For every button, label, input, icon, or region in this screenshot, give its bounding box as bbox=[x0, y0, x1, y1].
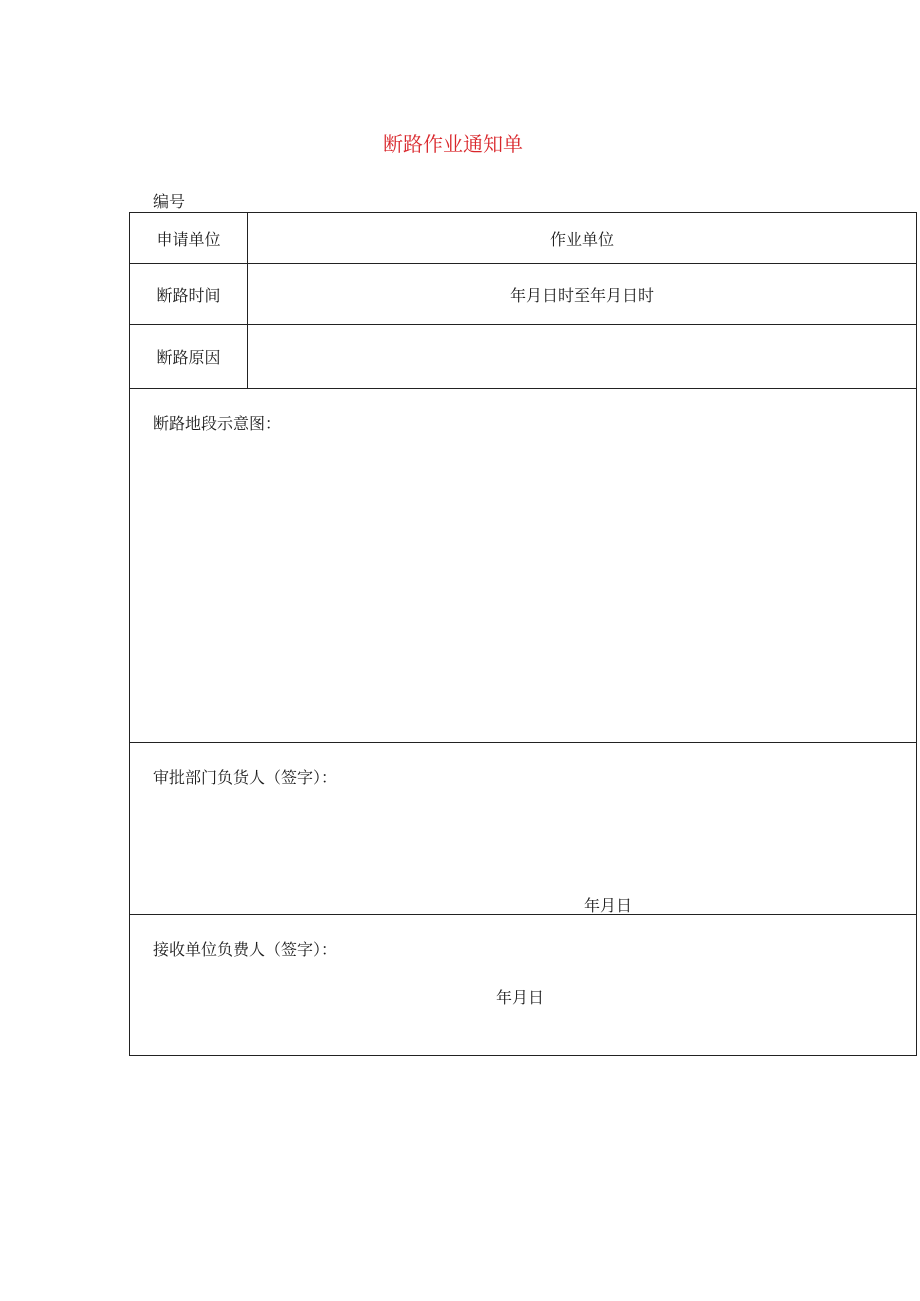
notice-form bbox=[129, 212, 917, 1056]
approver-signature-label: 审批部门负货人（签字）： bbox=[153, 768, 338, 787]
receiver-date: 年月日 bbox=[496, 988, 545, 1007]
serial-number-label: 编号 bbox=[153, 192, 186, 211]
work-unit-label: 作业单位 bbox=[549, 229, 614, 249]
road-closure-time-value: 年月日时至年月日时 bbox=[509, 285, 654, 305]
road-section-map-label: 断路地段示意图： bbox=[153, 414, 282, 433]
map-section bbox=[130, 389, 916, 743]
applicant-unit-label: 申请单位 bbox=[130, 213, 248, 263]
time-row bbox=[130, 264, 916, 325]
receiver-section bbox=[130, 915, 916, 1055]
reason-row bbox=[130, 325, 916, 389]
road-closure-time-label: 断路时间 bbox=[130, 264, 248, 324]
road-closure-reason-field[interactable] bbox=[248, 325, 916, 388]
road-closure-reason-label: 断路原因 bbox=[130, 325, 248, 388]
approver-section bbox=[130, 743, 916, 915]
document-title: 断路作业通知单 bbox=[383, 132, 523, 156]
applicant-row bbox=[130, 213, 916, 264]
approver-date: 年月日 bbox=[584, 896, 633, 915]
receiver-signature-label: 接收单位负费人（签字）： bbox=[153, 940, 338, 959]
